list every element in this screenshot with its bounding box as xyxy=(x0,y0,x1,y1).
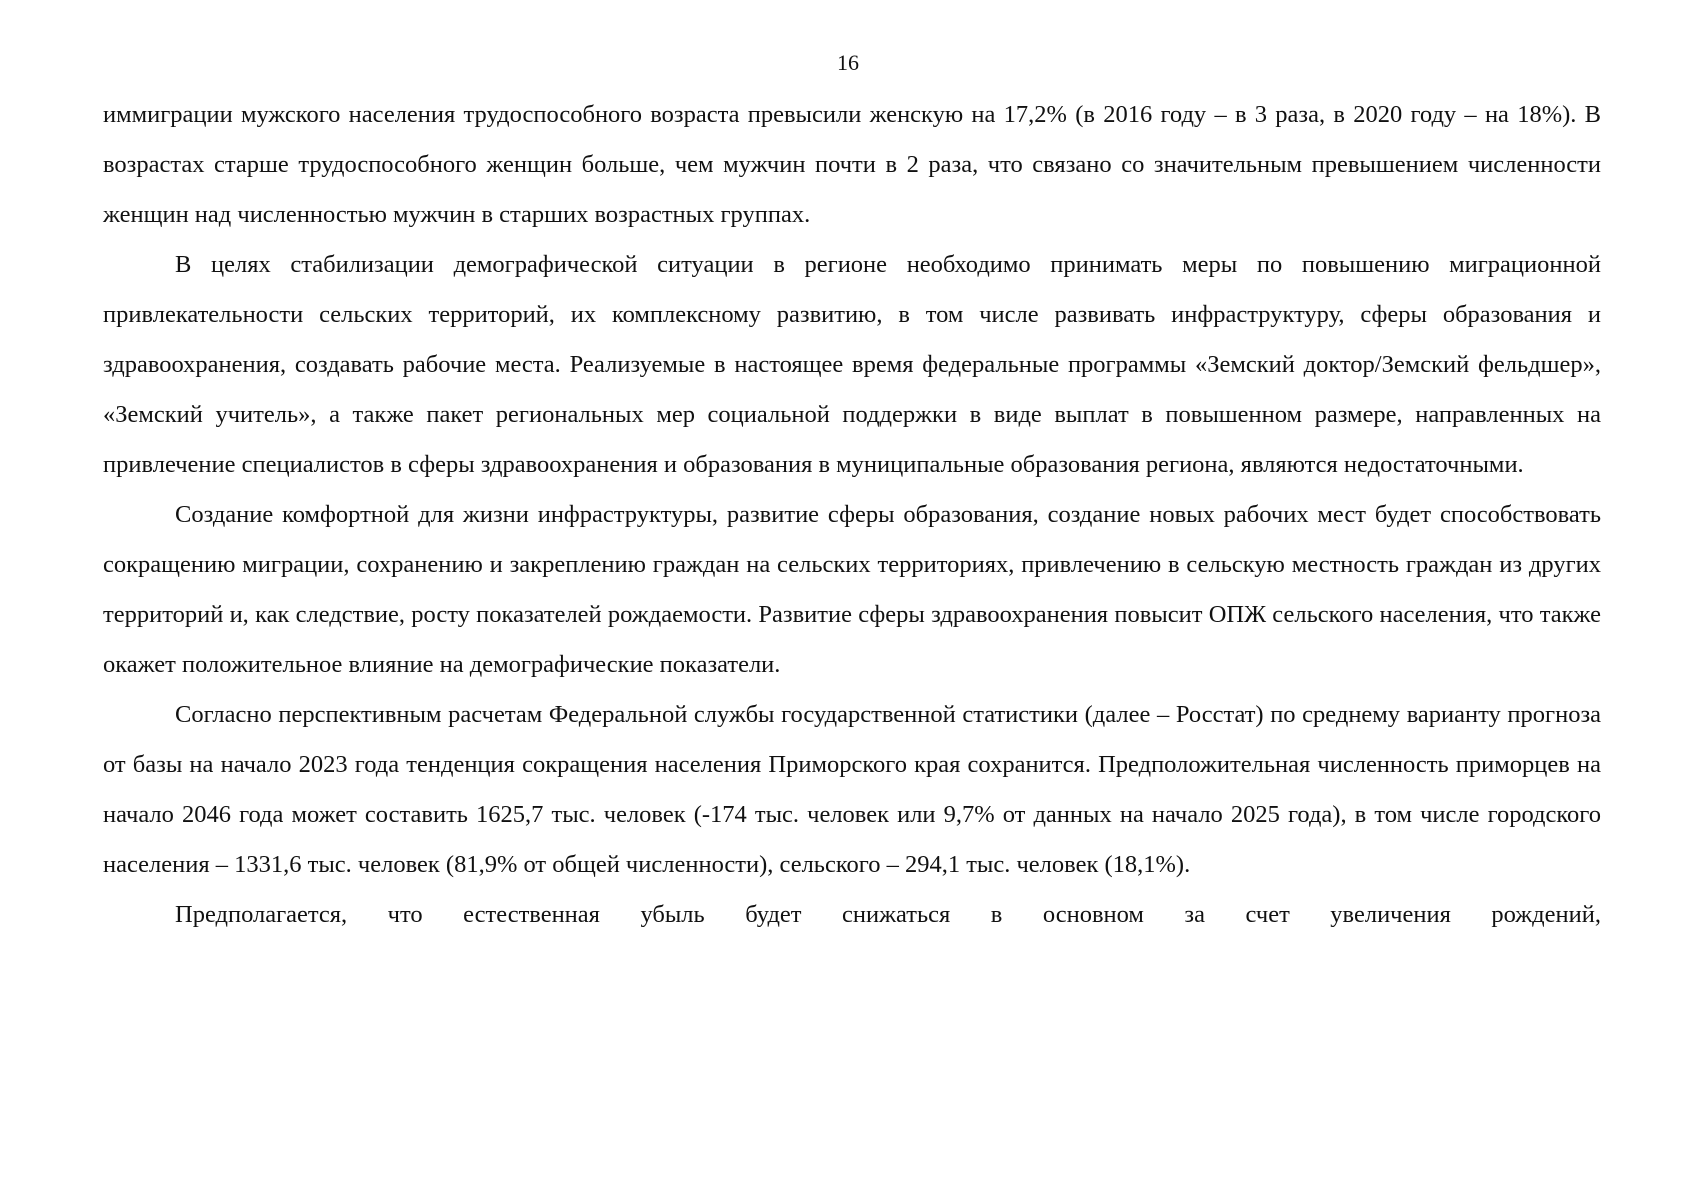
page-number: 16 xyxy=(837,50,859,75)
paragraph-stabilization-measures: В целях стабилизации демографической ситуации в регионе необходимо принимать меры по повышению миграционной привлекательности сельских территорий, их комплексному развитию, в том числе развивать инфраструктуру, сферы образования и здравоохранения, создавать рабочие места. Реализуемые в настоящее время федеральные программы «Земский доктор/Земский фельдшер», «Земский учитель», а также пакет региональных мер социальной поддержки в виде выплат в повышенном размере, направленных на привлечение специалистов в сферы здравоохранения и образования в муниципальные образования региона, являются недостаточными. xyxy=(103,251,1601,478)
paragraph-infrastructure: Создание комфортной для жизни инфраструктуры, развитие сферы образования, создание новых рабочих мест будет способствовать сокращению миграции, сохранению и закреплению граждан на сельских территориях, привлечению в сельскую местность граждан из других территорий и, как следствие, росту показателей рождаемости. Развитие сферы здравоохранения повысит ОПЖ сельского населения, что также окажет положительное влияние на демографические показатели. xyxy=(103,501,1601,678)
paragraph-continuation: иммиграции мужского населения трудоспособного возраста превысили женскую на 17,2% (в 2016 году – в 3 раза, в 2020 году – на 18%). В возрастах старше трудоспособного женщин больше, чем мужчин почти в 2 раза, что связано со значительным превышением численности женщин над численностью мужчин в старших возрастных группах. xyxy=(103,101,1601,228)
paragraph-natural-decline: Предполагается, что естественная убыль будет снижаться в основном за счет увеличения рождений, xyxy=(175,901,1601,928)
paragraph-rosstat-forecast: Согласно перспективным расчетам Федеральной службы государственной статистики (далее – Росстат) по среднему варианту прогноза от базы на начало 2023 года тенденция сокращения населения Приморского края сохранится. Предположительная численность приморцев на начало 2046 года может составить 1625,7 тыс. человек (-174 тыс. человек или 9,7% от данных на начало 2025 года), в том числе городского населения – 1331,6 тыс. человек (81,9% от общей численности), сельского – 294,1 тыс. человек (18,1%). xyxy=(103,701,1601,878)
document-body xyxy=(103,90,1601,940)
